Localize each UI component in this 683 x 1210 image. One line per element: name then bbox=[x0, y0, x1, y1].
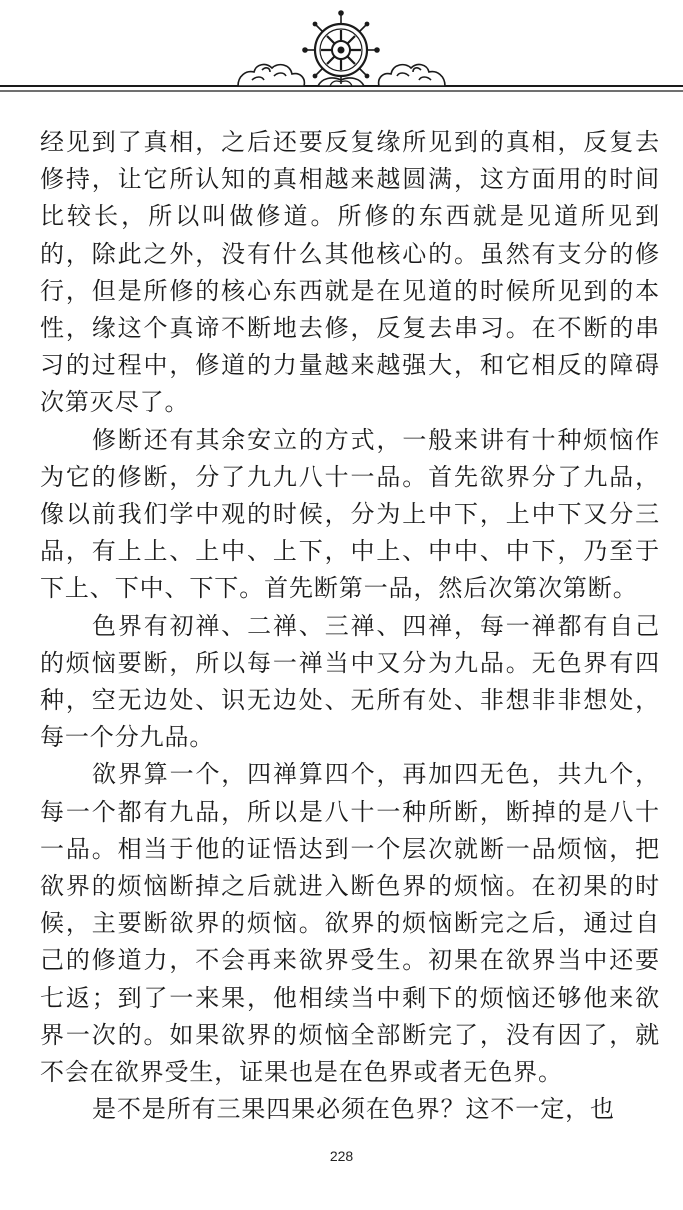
paragraph-5: 是不是所有三果四果必须在色界？这不一定，也 bbox=[92, 1095, 615, 1124]
header-ornament bbox=[0, 0, 683, 110]
cloud-ornament-left-icon bbox=[238, 65, 304, 86]
cloud-ornament-right-icon bbox=[379, 65, 445, 86]
paragraph-4: 欲界算一个，四禅算四个，再加四无色，共九个，每一个都有九品，所以是八十一种所断，断掉的是八十一品。相当于他的证悟达到一个层次就断一品烦恼，把欲界的烦恼断掉之后就进入断色界的烦恼。在初果的时候，主要断欲界的烦恼。欲界的烦恼断完之后，通过自己的修道力，不会再来欲界受生。初果在欲界当中还要七返；到了一来果，他相续当中剩下的烦恼还够他来欲界一次的。如果欲界的烦恼全部断完了，没有因了，就不会在欲界受生，证果也是在色界或者无色界。 bbox=[40, 760, 660, 1087]
dharma-wheel-icon bbox=[302, 10, 380, 86]
paragraph-1: 经见到了真相，之后还要反复缘所见到的真相，反复去修持，让它所认知的真相越来越圆满，这方面用的时间比较长，所以叫做修道。所修的东西就是见道所见到的，除此之外，没有什么其他核心的。虽然有支分的修行，但是所修的核心东西就是在见道的时候所见到的本性，缘这个真谛不断地去修，反复去串习。在不断的串习的过程中，修道的力量越来越强大，和它相反的障碍次第灭尽了。 bbox=[40, 128, 660, 417]
body-text bbox=[40, 124, 660, 1128]
paragraph-2: 修断还有其余安立的方式，一般来讲有十种烦恼作为它的修断，分了九九八十一品。首先欲界分了九品，像以前我们学中观的时候，分为上中下，上中下又分三品，有上上、上中、上下，中上、中中、中下，乃至于下上、下中、下下。首先断第一品，然后次第次第断。 bbox=[40, 425, 660, 603]
paragraph-3: 色界有初禅、二禅、三禅、四禅，每一禅都有自己的烦恼要断，所以每一禅当中又分为九品。无色界有四种，空无边处、识无边处、无所有处、非想非非想处，每一个分九品。 bbox=[40, 611, 660, 752]
page-number: 228 bbox=[329, 1148, 354, 1164]
